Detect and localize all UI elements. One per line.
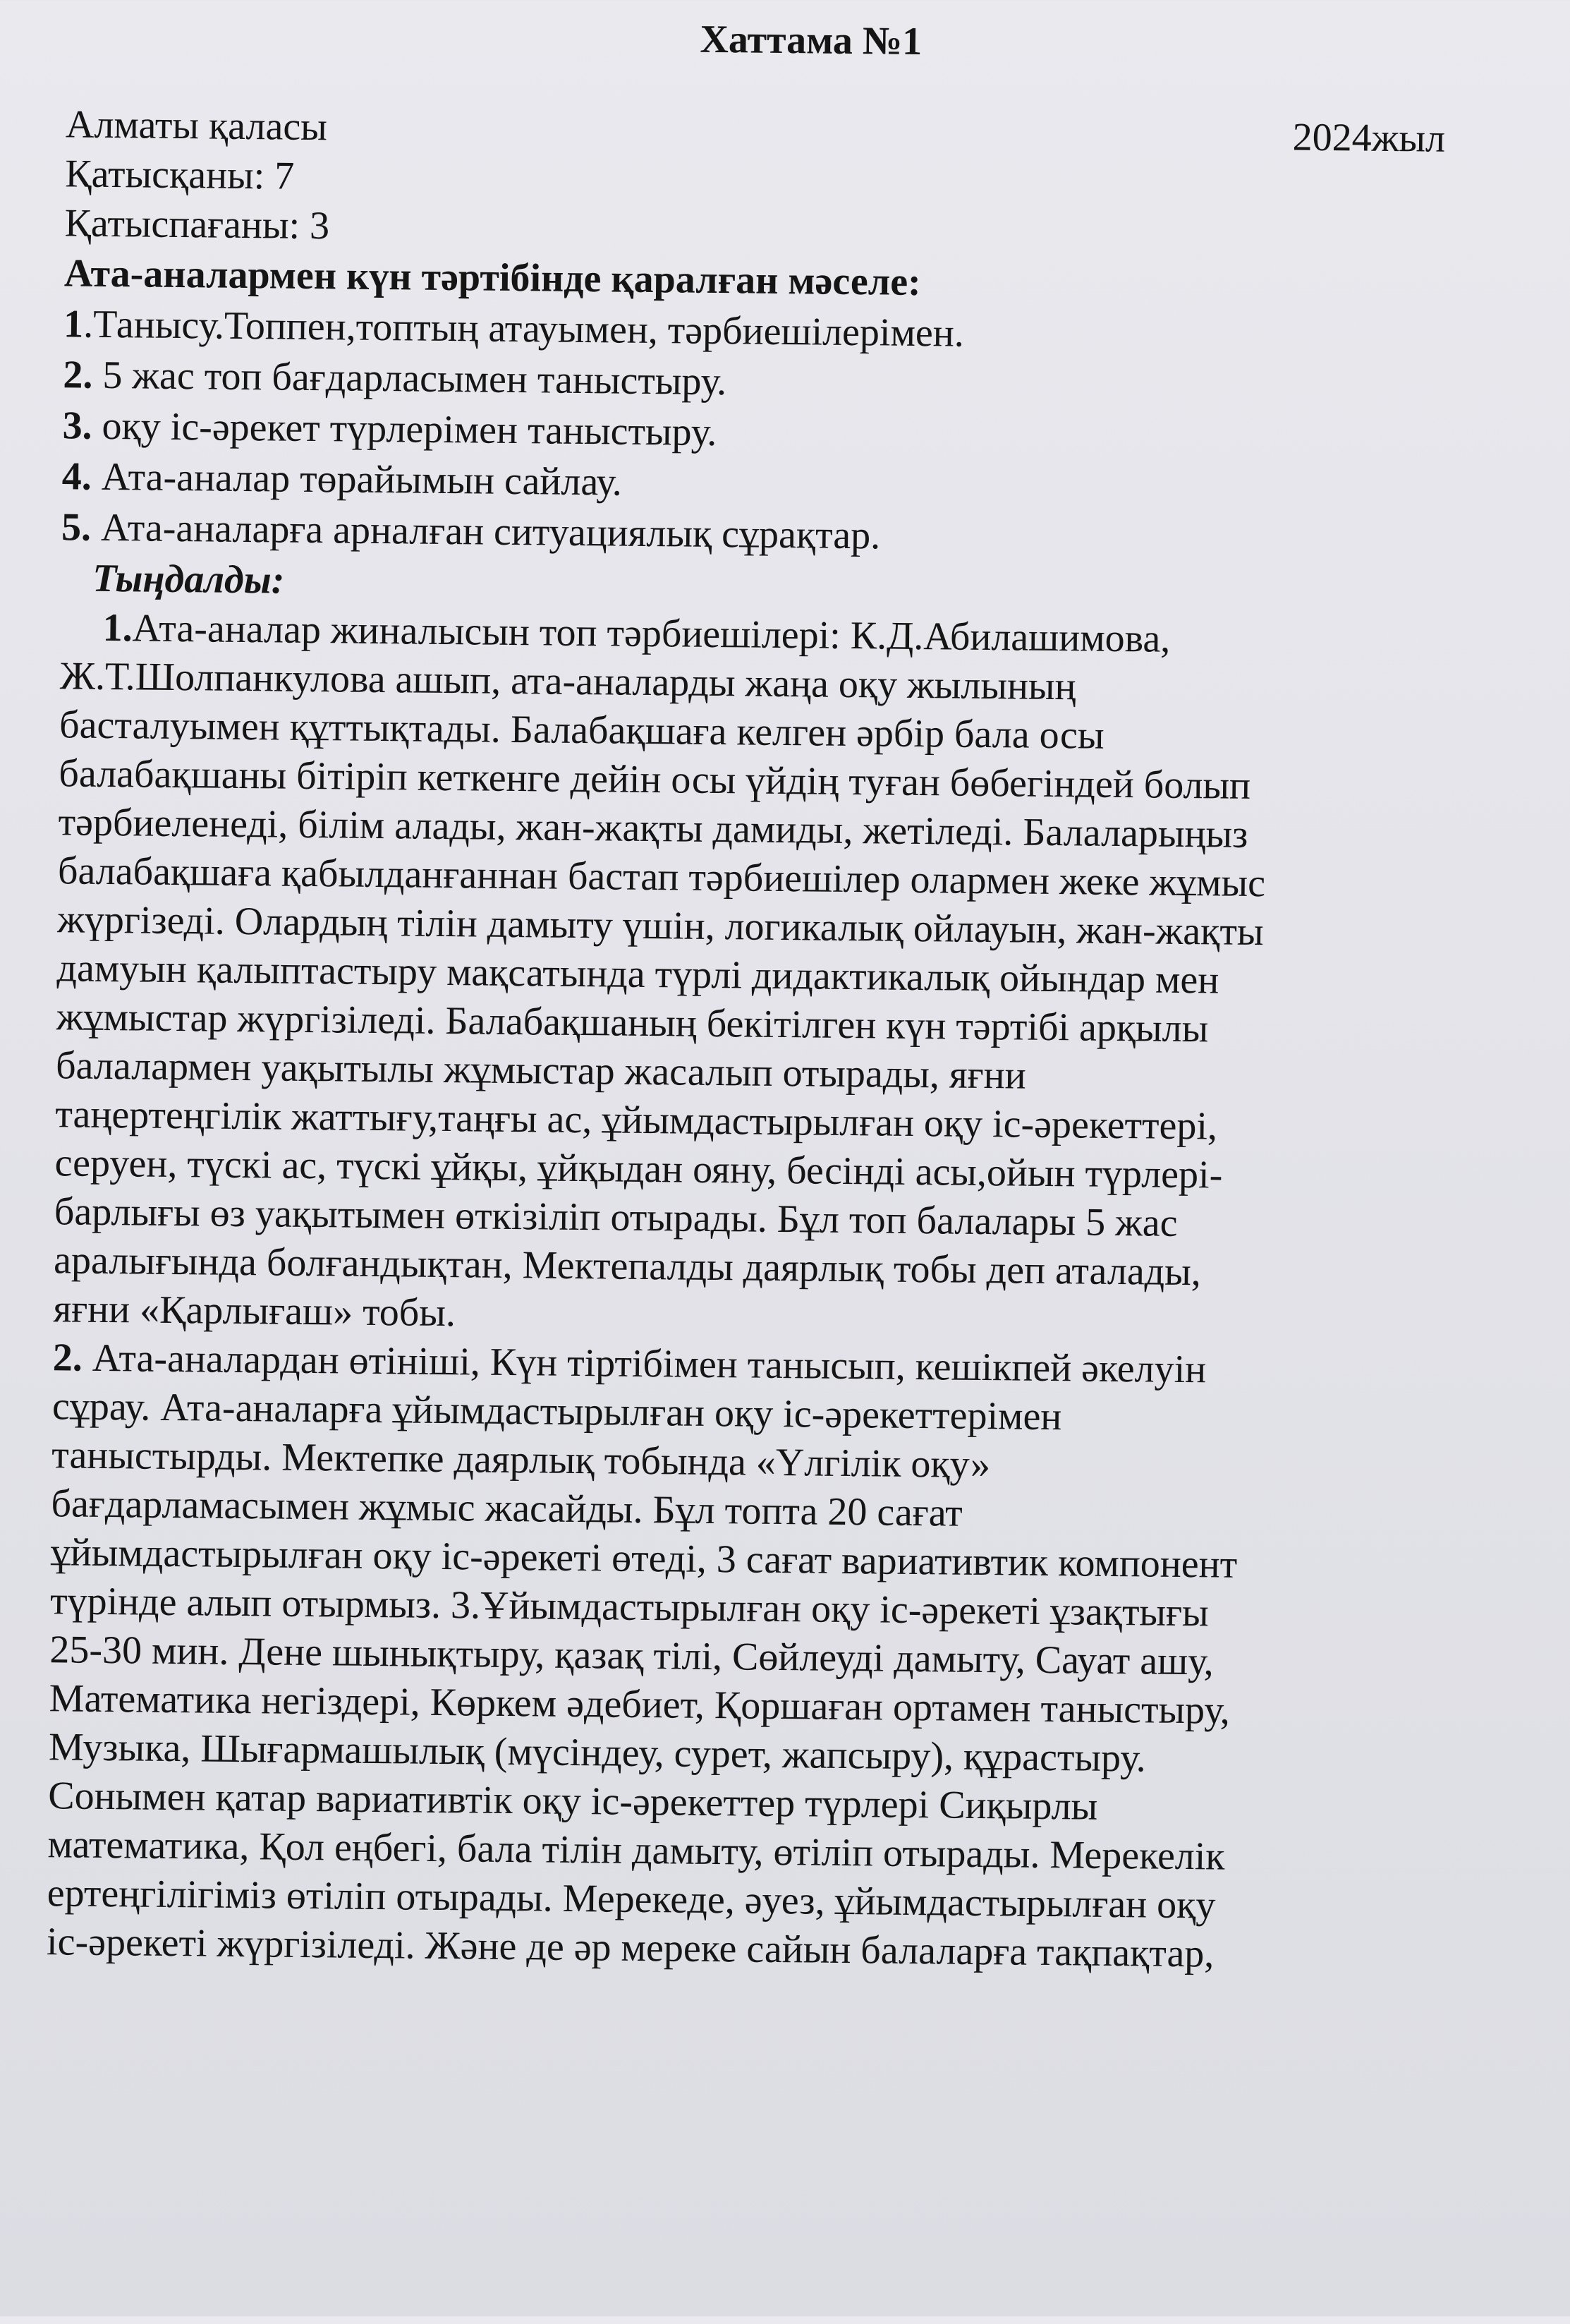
text-line: басталуымен құттықтады. Балабақшаға келген әрбір бала осы [59,703,1105,758]
document-title: Хаттама №1 [700,17,923,64]
text-line: 1.Ата-аналар жиналысын топ тәрбиешілері: К.Д.Абилашимова, [102,605,1171,661]
agenda-item: 3. оқу іс-әрекет түрлерімен таныстыру. [62,404,717,455]
text-line: барлығы өз уақытымен өткізіліп отырады. Бұл топ балалары 5 жас [54,1190,1178,1245]
text-line: жұмыстар жүргізіледі. Балабақшаның бекітілген күн тәртібі арқылы [56,995,1209,1051]
text-line: бағдарламасымен жұмыс жасайды. Бұл топта 20 сағат [51,1482,963,1535]
text-line: ұйымдастырылған оқу іс-әрекеті өтеді, 3 сағат вариативтик компонент [50,1530,1238,1587]
text-line: іс-әрекеті жүргізіледі. Және де әр мереке сайын балаларға тақпақтар, [46,1920,1215,1976]
agenda-item: 5. Ата-аналарға арналған ситуациялық сұрақтар. [61,505,881,558]
agenda-list [61,298,1525,568]
text-line: Ж.Т.Шолпанкулова ашып, ата-аналарды жаңа оқу жылының [59,654,1076,709]
text-line: аралығында болғандықтан, Мектепалды даярлық тобы деп аталады, [53,1238,1202,1295]
text-line: яғни «Қарлығаш» тобы. [53,1287,456,1336]
text-line: Сонымен қатар вариативтік оқу іс-әрекеттер түрлері Сиқырлы [47,1774,1098,1829]
paragraph-2 [47,1333,1514,1982]
text-line: Музыка, Шығармашылық (мүсіндеу, сурет, жапсыру), құрастыру. [48,1725,1147,1781]
text-line: 25-30 мин. Дене шынықтыру, қазақ тілі, Сөйлеуді дамыту, Сауат ашу, [49,1628,1215,1684]
year-label: 2024жыл [1292,115,1446,161]
text-line: сұрау. Ата-аналарға ұйымдастырылған оқу іс-әрекеттерімен [51,1384,1062,1439]
agenda-item: 4. Ата-аналар төрайымын сайлау. [61,454,623,504]
text-line: балалармен уақытылы жұмыстар жасалып отырады, яғни [55,1043,1026,1098]
text-line: балабақшаны бітіріп кеткенге дейін осы үйдің туған бөбегіндей болып [59,751,1251,808]
text-line: 2. Ата-аналардан өтініші, Күн тіртібімен танысып, кешікпей әкелуін [52,1336,1207,1392]
text-line: жүргізеді. Олардың тілін дамыту үшін, логикалық ойлауын, жан-жақты [56,897,1264,955]
city-label: Алматы қаласы [65,102,328,150]
text-line: таңертеңгілік жаттығу,таңғы ас, ұйымдастырылған оқу іс-әрекеттері, [55,1092,1218,1149]
text-line: балабақшаға қабылданғаннан бастап тәрбиешілер олармен жеке жұмыс [57,849,1266,906]
paragraph-1 [53,603,1521,1349]
text-line: таныстырды. Мектепке даярлық тобында «Үлгілік оқу» [51,1433,991,1487]
text-line: дамуын қалыптастыру мақсатында түрлі дидактикалық ойындар мен [56,946,1219,1003]
text-line: тәрбиеленеді, білім алады, жан-жақты дамиды, жетіледі. Балаларыңыз [58,800,1248,857]
text-line: ертеңгілігіміз өтіліп отырады. Мерекеде, әуез, ұйымдастырылған оқу [47,1871,1216,1927]
present-count: Қатысқаны: 7 [65,152,295,198]
text-line: математика, Қол еңбегі, бала тілін дамыту, өтіліп отырады. Мерекелік [47,1822,1225,1879]
text-line: түрінде алып отырмыз. 3.Ұйымдастырылған оқу іс-әрекеті ұзақтығы [49,1579,1210,1635]
agenda-item: 1.Танысу.Топпен,топтың атауымен, тәрбиешілерімен. [63,302,965,356]
heard-label: Тыңдалды: [92,556,285,603]
agenda-item: 2. 5 жас топ бағдарласымен таныстыру. [63,353,727,404]
text-line: Математика негіздері, Көркем әдебиет, Қоршаған ортамен таныстыру, [49,1676,1231,1733]
text-line: серуен, түскі ас, түскі ұйқы, ұйқыдан ояну, бесінді асы,ойын түрлері- [54,1141,1223,1197]
absent-count: Қатыспағаны: 3 [64,201,330,248]
agenda-heading: Ата-аналармен күн тәртібінде қаралған мәселе: [63,251,922,305]
